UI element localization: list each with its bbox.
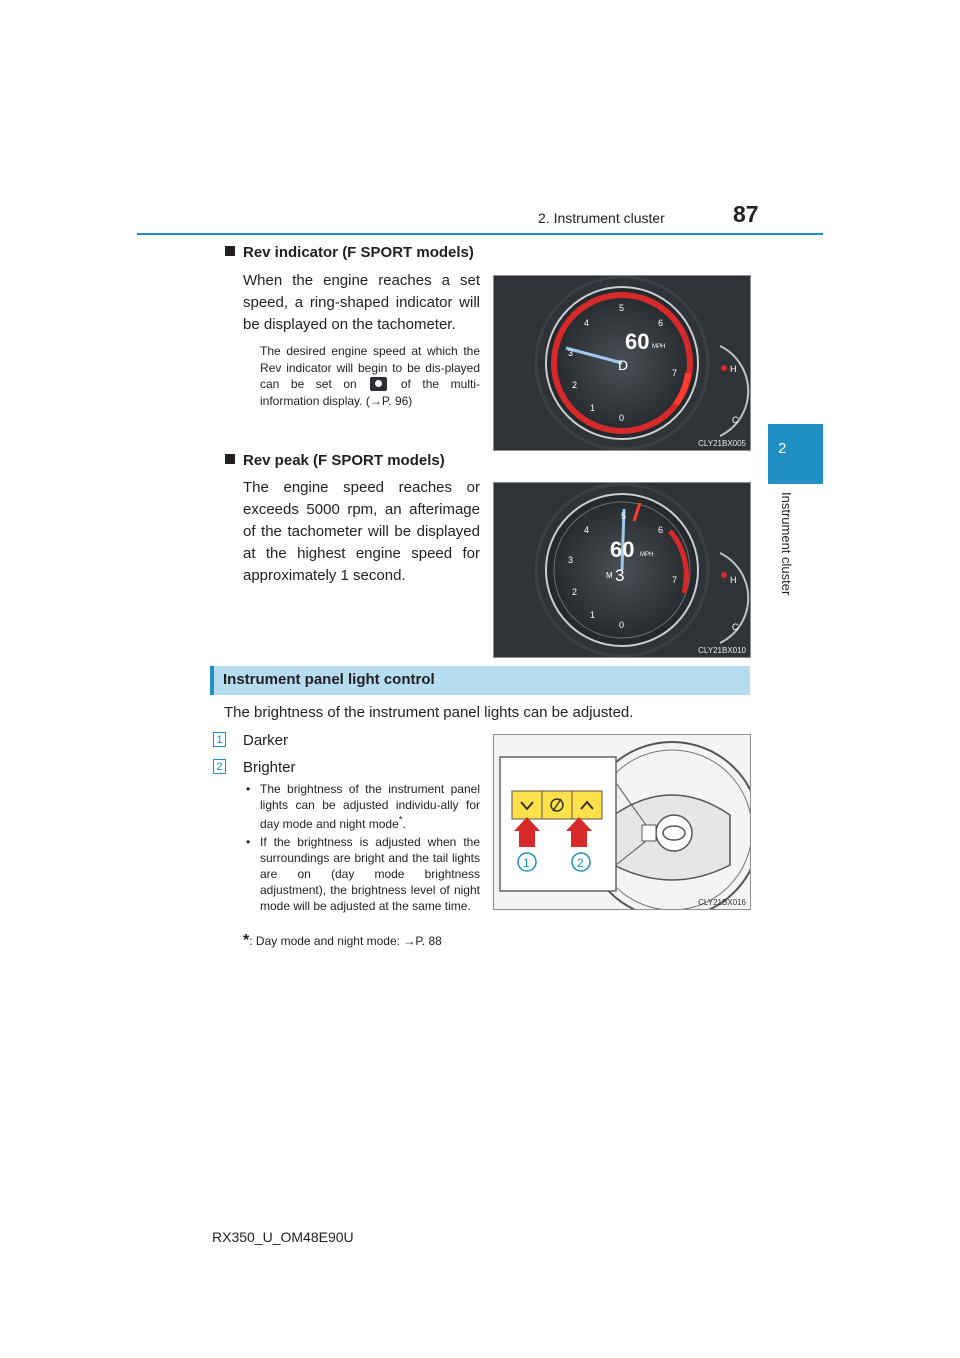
callout-2: 2 [577,856,584,870]
rev-indicator-body: When the engine reaches a set speed, a ring-shaped indicator will be displayed on the tachometer. [243,272,480,333]
note-text-2: of the multi-information display. ( [260,377,480,408]
temp-cold: C [732,622,739,632]
arrow-icon: → [403,934,416,948]
brightness-control-figure [493,734,751,910]
tick-3: 3 [568,348,574,358]
rev-indicator-heading [225,244,474,261]
gear-indicator: D [618,357,629,373]
bullet-dot: • [246,782,251,796]
item-label-darker: Darker [243,732,289,749]
square-bullet-icon [225,246,235,256]
callout-1: 1 [523,856,530,870]
temp-hot: H [730,364,737,374]
tick-1: 1 [590,610,596,620]
footnote-ref: P. 88 [415,934,442,948]
chapter-tab [768,424,823,484]
tick-6: 6 [658,525,664,535]
item-label-brighter: Brighter [243,759,296,776]
section-title: 2. Instrument cluster [538,210,665,226]
page-number: 87 [733,201,759,227]
header-rule [137,233,823,235]
bullet-1-text: The brightness of the instrument panel lights can be adjusted individu-ally for day mode and night mode [260,782,480,831]
footnote-asterisk: * [243,932,250,949]
tick-1: 1 [590,403,596,413]
speed-unit: MPH [640,552,654,558]
figure-code: CLY21BX005 [698,439,746,448]
tick-5: 5 [621,511,627,521]
footnote [243,933,503,950]
tick-0: 0 [619,620,625,630]
rev-peak-heading [225,452,445,469]
gauge-settings-icon [370,377,387,391]
tick-5: 5 [619,303,625,313]
model-code: RX350_U_OM48E90U [212,1229,354,1245]
tachometer-illustration [494,276,750,450]
rev-indicator-figure [493,275,751,451]
bullet-2 [246,834,480,914]
note-ref: P. 96) [381,393,413,408]
speed-readout: 60 [625,329,650,354]
gear-indicator: 3 [615,566,625,585]
temp-cold: C [732,415,739,425]
chapter-label-text: Instrument cluster [779,492,794,596]
figure-code: CLY21BX010 [698,646,746,655]
bullet-1-end: . [402,817,407,831]
section-title: Instrument panel light control [223,671,435,688]
temp-hot: H [730,575,737,585]
bullet-1 [246,781,480,832]
chapter-label [780,492,796,612]
item-number-1: 1 [213,732,226,747]
tick-6: 6 [658,318,664,328]
speed-readout: 60 [610,537,635,562]
tachometer-afterimage-illustration [494,483,750,657]
speed-unit: MPH [652,344,666,350]
tick-3: 3 [568,555,574,565]
tick-0: 0 [619,413,625,423]
tick-2: 2 [572,587,578,597]
footnote-text: : Day mode and night mode: [249,934,400,948]
rev-peak-body: The engine speed reaches or exceeds 5000 rpm, an afterimage of the tachometer will be displayed at the highest engine speed for approximately 1 second. [243,479,480,584]
tick-4: 4 [584,525,590,535]
tick-7: 7 [672,575,678,585]
square-bullet-icon [225,454,235,464]
rev-indicator-heading-text: Rev indicator (F SPORT models) [243,244,474,261]
chapter-number: 2 [778,440,787,457]
asterisk: * [398,815,403,826]
item-number-2: 2 [213,759,226,774]
panel-light-intro: The brightness of the instrument panel lights can be adjusted. [224,704,634,721]
rev-peak-heading-text: Rev peak (F SPORT models) [243,452,445,469]
gear-mode: M [606,571,613,580]
tick-7: 7 [672,368,678,378]
tick-4: 4 [584,318,590,328]
bullet-2-text: If the brightness is adjusted when the surroundings are bright and the tail lights are on (day mode brightness adjustment), the brightness level of night mode will be adjusted at the same time. [260,835,480,913]
steering-switch-illustration [494,735,750,909]
rev-indicator-note [260,343,480,409]
bullet-dot: • [246,835,251,849]
arrow-icon: → [369,393,382,408]
tick-2: 2 [572,380,578,390]
figure-code: CLY21BX016 [698,898,746,907]
note-text-1: The desired engine speed at which the Rev indicator will begin to be dis-played can be set on [260,344,480,391]
rev-peak-figure [493,482,751,658]
